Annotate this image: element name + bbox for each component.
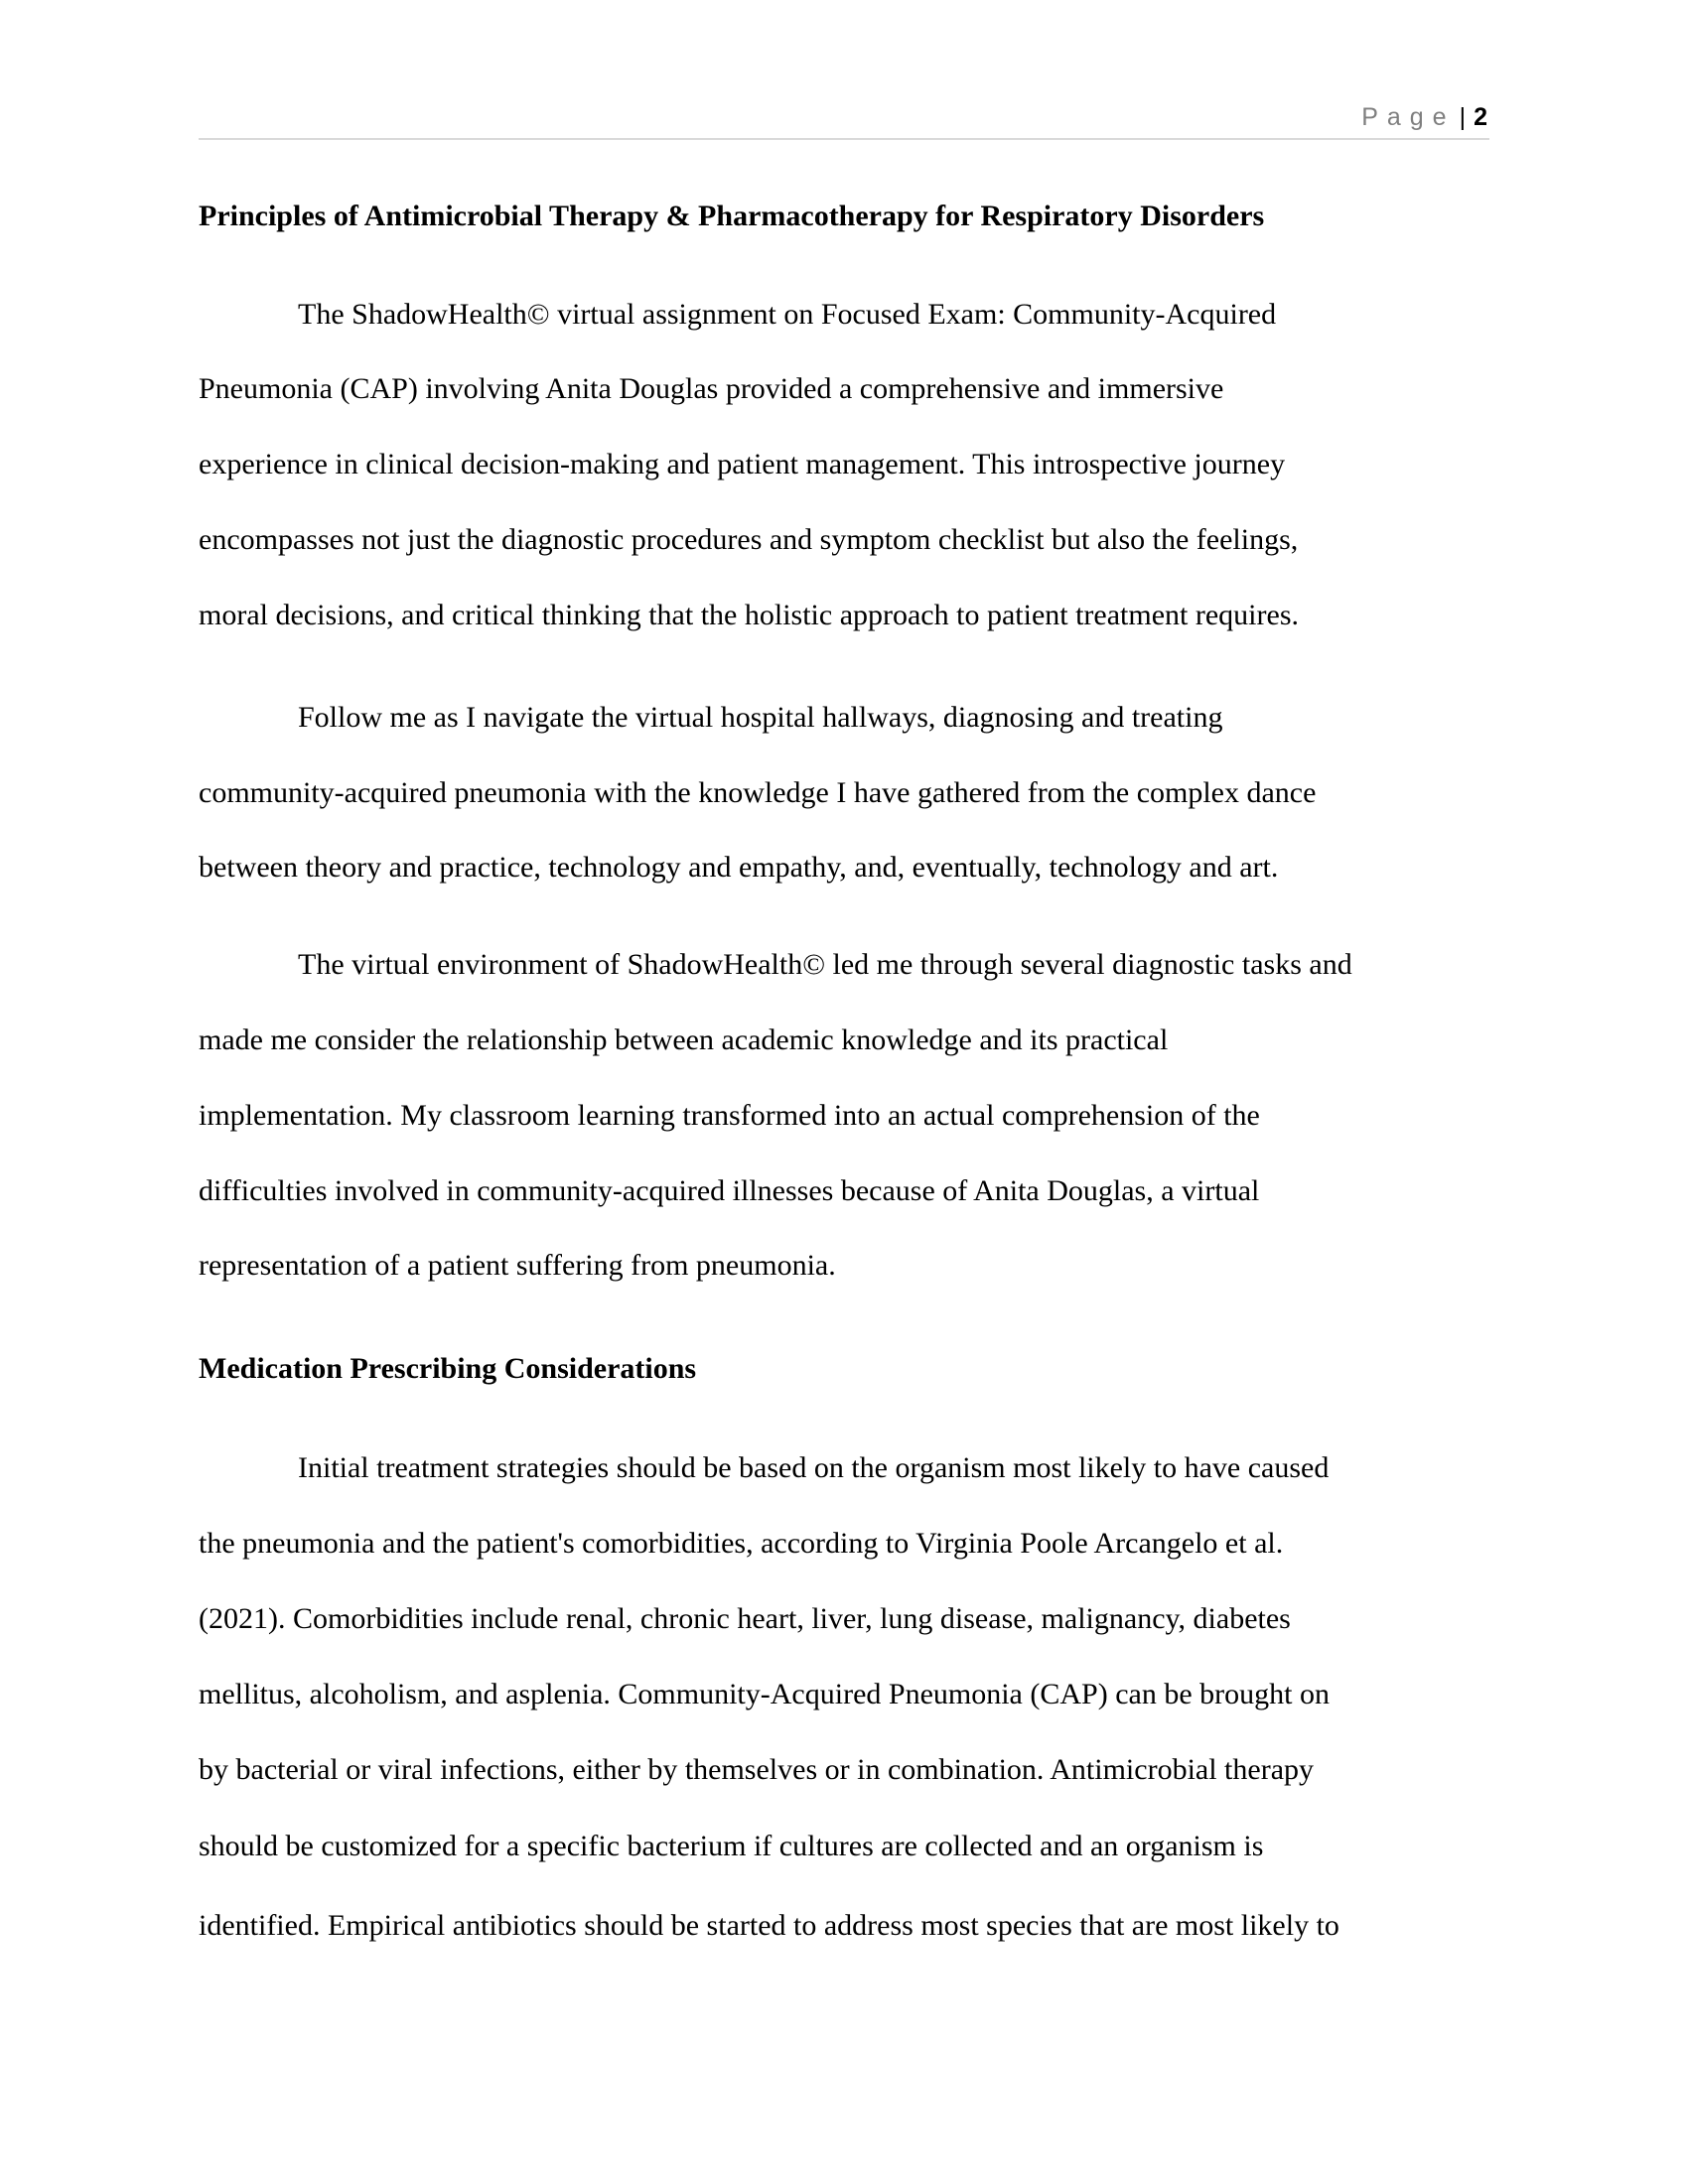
paragraph-line: made me consider the relationship between academic knowledge and its practical xyxy=(199,1024,1169,1056)
page-header xyxy=(1361,102,1487,132)
paragraph-line: moral decisions, and critical thinking that the holistic approach to patient treatment requires. xyxy=(199,599,1299,631)
paragraph-line: Initial treatment strategies should be based on the organism most likely to have caused xyxy=(298,1451,1330,1484)
section-heading: Medication Prescribing Considerations xyxy=(199,1352,697,1385)
paragraph-line: Follow me as I navigate the virtual hospital hallways, diagnosing and treating xyxy=(298,701,1223,734)
paragraph-line: mellitus, alcoholism, and asplenia. Community-Acquired Pneumonia (CAP) can be brought on xyxy=(199,1678,1330,1710)
header-rule xyxy=(199,138,1489,140)
paragraph-line: implementation. My classroom learning transformed into an actual comprehension of the xyxy=(199,1099,1260,1132)
paragraph-line: The ShadowHealth© virtual assignment on Focused Exam: Community-Acquired xyxy=(298,298,1277,331)
paragraph-line: Pneumonia (CAP) involving Anita Douglas provided a comprehensive and immersive xyxy=(199,372,1224,405)
paragraph-line: identified. Empirical antibiotics should be started to address most species that are most likely to xyxy=(199,1909,1339,1942)
paragraph-line: difficulties involved in community-acquired illnesses because of Anita Douglas, a virtual xyxy=(199,1174,1260,1207)
paragraph-line: (2021). Comorbidities include renal, chronic heart, liver, lung disease, malignancy, diabetes xyxy=(199,1602,1291,1635)
page-separator: | xyxy=(1459,103,1467,131)
paragraph-line: should be customized for a specific bacterium if cultures are collected and an organism is xyxy=(199,1830,1264,1862)
page-label: Page xyxy=(1361,103,1456,131)
section-heading: Principles of Antimicrobial Therapy & Pharmacotherapy for Respiratory Disorders xyxy=(199,200,1265,232)
paragraph-line: representation of a patient suffering from pneumonia. xyxy=(199,1249,836,1282)
page-number: 2 xyxy=(1474,103,1487,131)
paragraph-line: between theory and practice, technology and empathy, and, eventually, technology and art. xyxy=(199,851,1279,884)
paragraph-line: community-acquired pneumonia with the knowledge I have gathered from the complex dance xyxy=(199,776,1317,809)
paragraph-line: experience in clinical decision-making and patient management. This introspective journey xyxy=(199,448,1286,480)
paragraph-line: by bacterial or viral infections, either by themselves or in combination. Antimicrobial therapy xyxy=(199,1753,1315,1786)
paragraph-line: the pneumonia and the patient's comorbidities, according to Virginia Poole Arcangelo et al. xyxy=(199,1527,1284,1560)
paragraph-line: encompasses not just the diagnostic procedures and symptom checklist but also the feelings, xyxy=(199,523,1299,556)
paragraph-line: The virtual environment of ShadowHealth© led me through several diagnostic tasks and xyxy=(298,948,1352,981)
